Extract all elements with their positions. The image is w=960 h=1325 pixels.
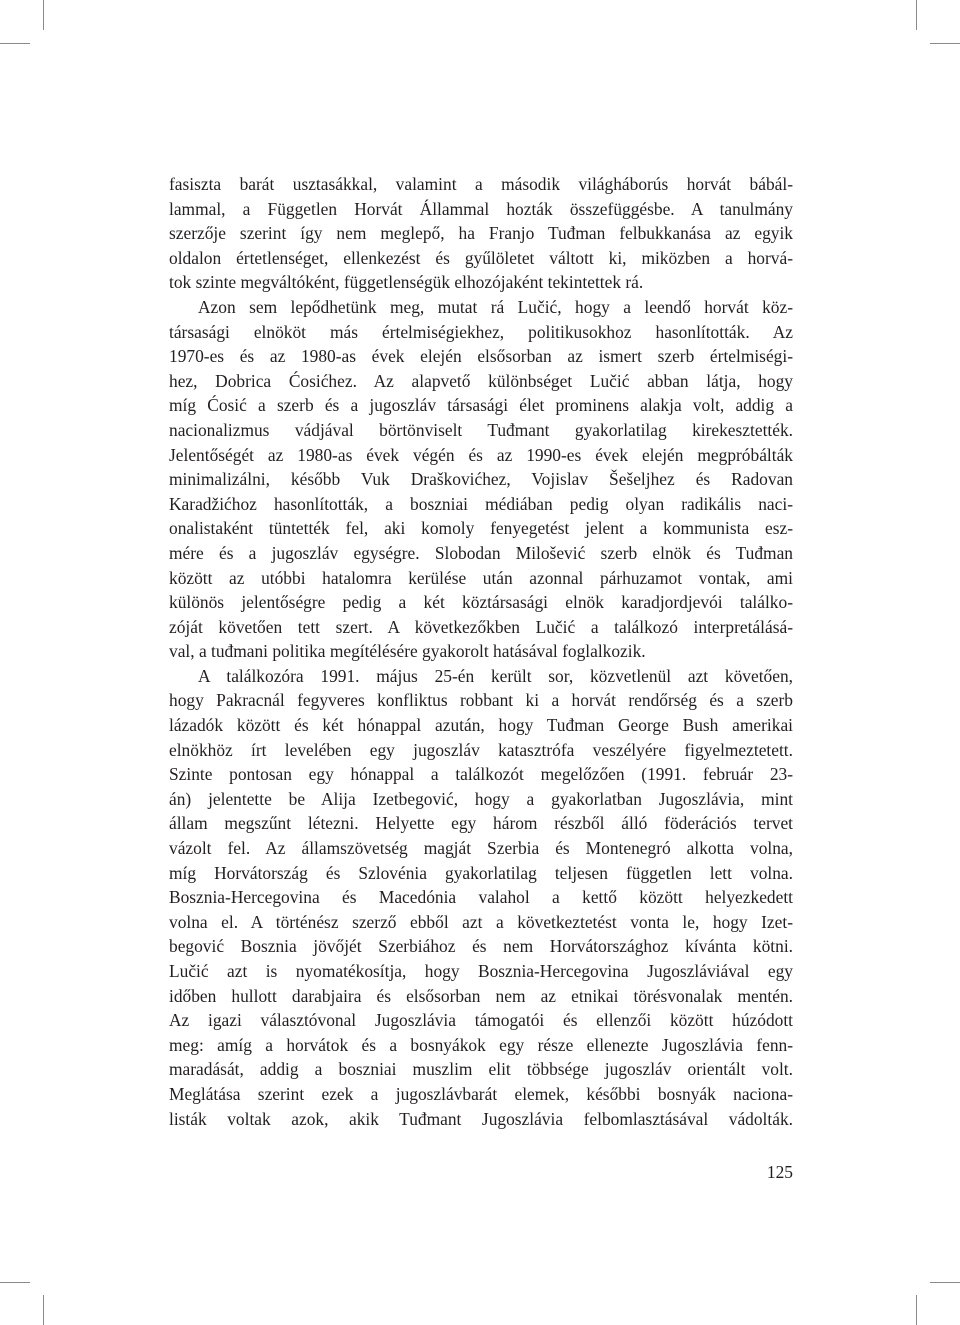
text-line: listák voltak azok, akik Tuđmant Jugoszlávia felbomlasztásával vádolták. [169, 1108, 793, 1129]
text-line: án) jelentette be Alija Izetbegović, hogy a gyakorlatban Jugoszlávia, mint [169, 788, 793, 809]
text-line: Szinte pontosan egy hónappal a találkozót megelőzően (1991. február 23- [169, 764, 793, 785]
crop-mark-bottom-right-vertical [916, 1295, 917, 1325]
paragraph-3 [169, 664, 793, 1131]
text-line: nacionalizmus vádjával börtönviselt Tuđmant gyakorlatilag kirekesztették. [169, 419, 793, 440]
text-line: míg Ćosić a szerb és a jugoszláv társasági élet prominens alakja volt, addig a [169, 395, 793, 416]
text-line: val, a tuđmani politika megítélésére gyakorolt hatásával foglalkozik. [169, 641, 646, 662]
text-line: hez, Dobrica Ćosićhez. Az alapvető különbséget Lučić abban látja, hogy [169, 370, 793, 391]
text-line: zóját követően tett szert. A következőkben Lučić a találkozó interpretálásá- [169, 616, 793, 637]
text-line: Karadžićhoz hasonlították, a boszniai médiában pedig olyan radikális naci- [169, 493, 793, 514]
text-line: tok szinte megváltóként, függetlenségük elhozójaként tekintettek rá. [169, 272, 644, 293]
text-line: 1970-es és az 1980-as évek elején elsősorban az ismert szerb értelmiségi- [169, 346, 793, 367]
crop-mark-bottom-left-horizontal [0, 1282, 30, 1283]
crop-mark-top-left-horizontal [0, 43, 30, 44]
text-line: vázolt fel. Az államszövetség magját Szerbia és Montenegró alkotta volna, [169, 838, 793, 859]
text-line: elnökhöz írt levelében egy jugoszláv katasztrófa veszélyére figyelmeztetett. [169, 739, 793, 760]
text-line: Azon sem lepődhetünk meg, mutat rá Lučić, hogy a leendő horvát köz- [198, 296, 793, 317]
text-line: hogy Pakracnál fegyveres konfliktus robbant ki a horvát rendőrség és a szerb [169, 690, 793, 711]
text-line: Az igazi választóvonal Jugoszlávia támogatói és ellenzői között húzódott [169, 1010, 793, 1031]
text-line: mére és a jugoszláv egységre. Slobodan Milošević szerb elnök és Tuđman [169, 542, 793, 563]
text-line: míg Horvátország és Szlovénia gyakorlatilag teljesen független lett volna. [169, 862, 793, 883]
text-line: Jelentőségét az 1980-as évek végén és az 1990-es évek elején megpróbálták [169, 444, 793, 465]
text-line: társasági elnököt más értelmiségiekhez, politikusokhoz hasonlították. Az [169, 321, 793, 342]
text-line: között az utóbbi hatalomra kerülése után azonnal párhuzamot vontak, ami [169, 567, 793, 588]
text-line: szerzője szerint így nem meglepő, ha Franjo Tuđman felbukkanása az egyik [169, 223, 793, 244]
text-line: minimalizálni, később Vuk Draškovićhez, Vojislav Šešeljhez és Radovan [169, 469, 793, 490]
text-line: maradását, addig a boszniai muszlim elit többsége jugoszláv orientált volt. [169, 1059, 793, 1080]
paragraph-1 [169, 172, 793, 295]
crop-mark-top-right-vertical [916, 0, 917, 30]
body-text [169, 172, 793, 1131]
crop-mark-bottom-left-vertical [43, 1295, 44, 1325]
text-line: lammal, a Független Horvát Állammal hozták összefüggésbe. A tanulmány [169, 198, 793, 219]
crop-mark-top-left-vertical [43, 0, 44, 30]
text-line: állam megszűnt létezni. Helyette egy három részből álló föderációs tervet [169, 813, 793, 834]
text-line: Meglátása szerint ezek a jugoszlávbarát elemek, későbbi bosnyák naciona- [169, 1083, 793, 1104]
text-line: meg: amíg a horvátok és a bosnyákok egy része ellenezte Jugoszlávia fenn- [169, 1034, 793, 1055]
text-line: különös jelentőségre pedig a két köztársasági elnök karadjordjevói találko- [169, 592, 793, 613]
text-line: A találkozóra 1991. május 25-én került sor, közvetlenül azt követően, [198, 665, 793, 686]
text-line: fasiszta barát usztasákkal, valamint a második világháborús horvát bábál- [169, 174, 793, 194]
paragraph-2 [169, 295, 793, 664]
text-line: onalistaként tüntették fel, aki komoly fenyegetést jelent a kommunista esz- [169, 518, 793, 539]
crop-mark-top-right-horizontal [930, 43, 960, 44]
text-line: Lučić azt is nyomatékosítja, hogy Bosznia-Hercegovina Jugoszláviával egy [169, 961, 793, 981]
text-line: oldalon értetlenséget, ellenkezést és gyűlöletet váltott ki, miközben a horvá- [169, 247, 793, 268]
page-number: 125 [766, 1162, 793, 1182]
text-line: lázadók között és két hónappal azután, hogy Tuđman George Bush amerikai [169, 715, 793, 736]
text-line: időben hullott darabjaira és elsősorban nem az etnikai törésvonalak mentén. [169, 985, 793, 1006]
text-line: volna el. A történész szerző ebből azt a következtetést vonta le, hogy Izet- [169, 911, 793, 932]
text-line: Bosznia-Hercegovina és Macedónia valahol a kettő között helyezkedett [169, 887, 793, 908]
crop-mark-bottom-right-horizontal [930, 1282, 960, 1283]
text-line: begović Bosznia jövőjét Szerbiához és nem Horvátországhoz kívánta kötni. [169, 936, 793, 957]
